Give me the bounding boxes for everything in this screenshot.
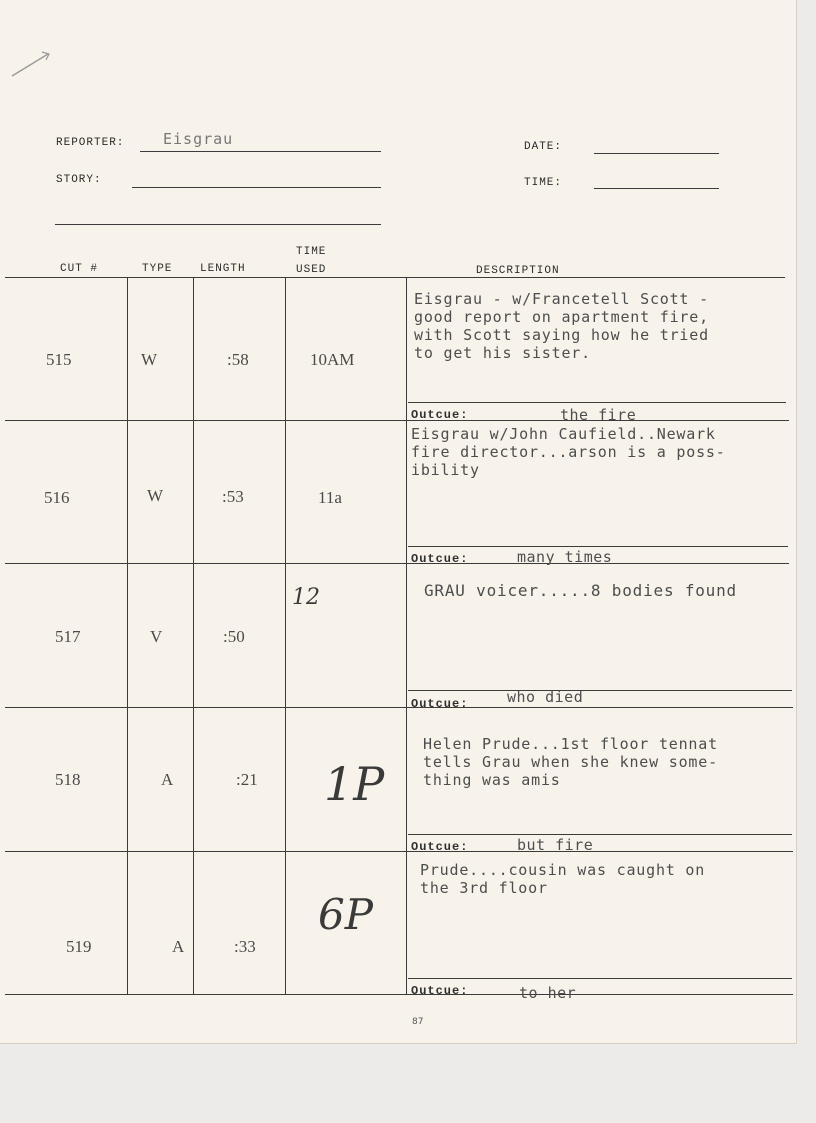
row-separator-1 — [5, 420, 789, 421]
story-line-2 — [55, 224, 381, 225]
outcue-label: Outcue: — [411, 697, 469, 711]
reporter-value: Eisgrau — [163, 130, 234, 148]
outcue-value: to her — [519, 984, 577, 1002]
outcue-line-4 — [408, 834, 792, 835]
reporter-line — [140, 151, 381, 152]
column-header-description: DESCRIPTION — [476, 265, 560, 277]
description-text: Eisgrau - w/Francetell Scott - good report on apartment fire, with Scott saying how he tried to get his sister. — [414, 290, 709, 362]
cut-length: :53 — [222, 487, 244, 506]
description-text: Prude....cousin was caught on the 3rd floor — [420, 861, 706, 897]
row-separator-2 — [5, 563, 789, 564]
header-rule — [5, 277, 785, 278]
outcue-value: but fire — [517, 836, 594, 854]
time-line — [594, 188, 719, 189]
column-header-cut: CUT # — [60, 263, 99, 275]
time-used-handwritten: 12 — [292, 585, 320, 610]
cut-type: W — [147, 486, 164, 505]
time-used: 11a — [318, 488, 342, 507]
cut-type: V — [150, 627, 163, 646]
outcue-label: Outcue: — [411, 408, 469, 422]
outcue-label: Outcue: — [411, 552, 469, 566]
outcue-label: Outcue: — [411, 984, 469, 998]
date-label: DATE: — [524, 141, 563, 153]
column-divider-2 — [193, 277, 194, 995]
outcue-line-2 — [408, 546, 788, 547]
cut-length: :58 — [227, 350, 249, 369]
cut-number: 516 — [44, 488, 70, 507]
description-text: Helen Prude...1st floor tennat tells Grau when she knew some- thing was amis — [423, 735, 718, 789]
outcue-value: who died — [507, 688, 584, 706]
story-label: STORY: — [56, 174, 102, 186]
column-header-time-used-bottom: USED — [296, 264, 327, 276]
cut-length: :21 — [236, 770, 258, 789]
cut-type: W — [141, 350, 158, 369]
outcue-label: Outcue: — [411, 840, 469, 854]
time-used-handwritten: 1P — [324, 757, 385, 811]
outcue-line-1 — [408, 402, 786, 403]
row-separator-5 — [5, 994, 793, 995]
column-header-length: LENGTH — [200, 263, 246, 275]
outcue-line-5 — [408, 978, 792, 979]
description-text: Eisgrau w/John Caufield..Newark fire director...arson is a poss- ibility — [411, 425, 726, 479]
cut-number: 517 — [55, 627, 81, 646]
outcue-value: the fire — [560, 406, 637, 424]
column-header-type: TYPE — [142, 263, 173, 275]
cut-length: :33 — [234, 937, 256, 956]
cut-length: :50 — [223, 627, 245, 646]
time-used-handwritten: 6P — [318, 890, 373, 939]
cut-type: A — [161, 770, 174, 789]
cut-type: A — [172, 937, 185, 956]
column-divider-3 — [285, 277, 286, 995]
description-text: GRAU voicer.....8 bodies found — [424, 581, 737, 600]
story-line — [132, 187, 381, 188]
outcue-line-3 — [408, 690, 792, 691]
date-line — [594, 153, 719, 154]
column-header-time-used-top: TIME — [296, 246, 327, 258]
cut-number: 515 — [46, 350, 72, 369]
time-label: TIME: — [524, 177, 563, 189]
column-divider-4 — [406, 277, 407, 995]
page-number: 87 — [412, 1017, 424, 1027]
reporter-label: REPORTER: — [56, 137, 125, 149]
row-separator-3 — [5, 707, 793, 708]
cut-number: 518 — [55, 770, 81, 789]
cut-number: 519 — [66, 937, 92, 956]
time-used: 10AM — [310, 350, 355, 369]
outcue-value: many times — [517, 548, 613, 566]
column-divider-1 — [127, 277, 128, 995]
row-separator-4 — [5, 851, 793, 852]
pencil-mark-icon — [8, 48, 52, 80]
